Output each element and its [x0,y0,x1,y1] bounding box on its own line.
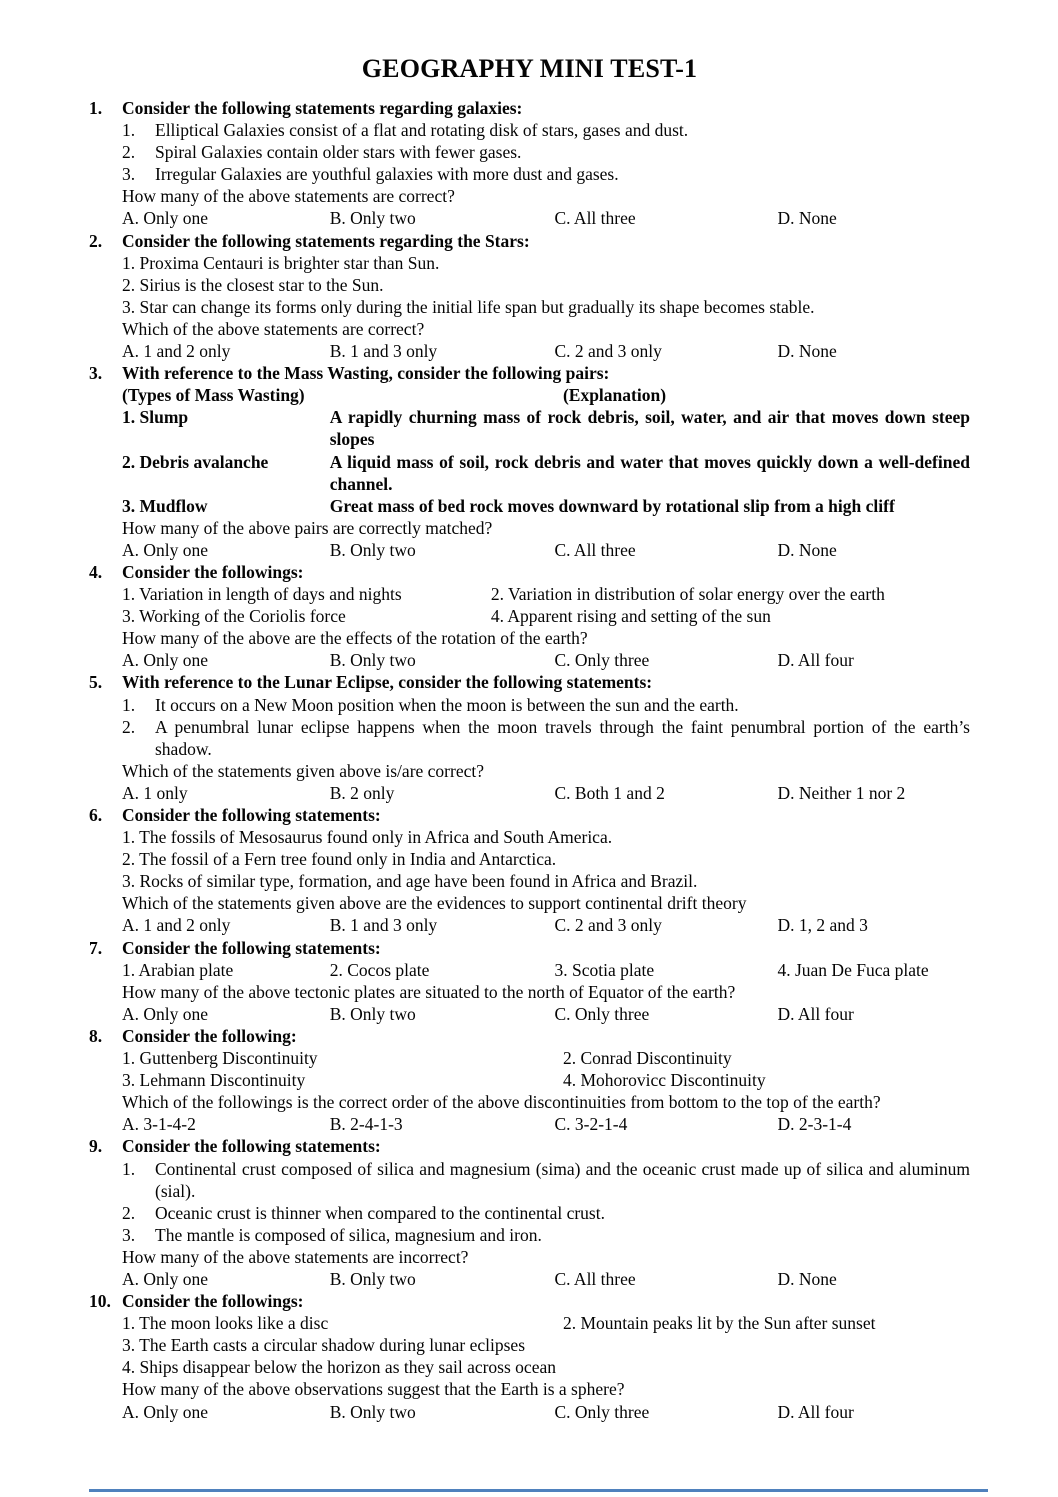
option-a: A. Only one [122,1003,209,1024]
statement [122,163,970,185]
items-row [122,605,970,627]
statement-text: It occurs on a New Moon position when the moon is between the sun and the earth. [155,694,739,715]
option-c: C. 3-2-1-4 [554,1114,628,1135]
statement-text: Oceanic crust is thinner when compared to the continental crust. [155,1202,605,1223]
option-d: D. None [777,539,837,560]
statement: 2. Sirius is the closest star to the Sun. [122,274,384,295]
options-row [122,1401,970,1423]
item: 1. Arabian plate [122,959,234,980]
option-c: C. All three [554,1268,636,1289]
statement: 3. Star can change its forms only during the initial life span but gradually its shape becomes stable. [122,296,815,317]
question-body [122,937,970,1025]
option-b: B. Only two [329,539,416,560]
statement [122,141,970,163]
option-d: D. 1, 2 and 3 [777,915,868,936]
question-number: 9. [89,1136,103,1157]
item: 1. The moon looks like a disc [122,1313,329,1334]
option-a: A. Only one [122,1268,209,1289]
question-7 [89,937,970,1025]
option-c: C. All three [554,539,636,560]
statement [122,694,970,716]
option-b: B. Only two [329,650,416,671]
question-body [122,1290,970,1423]
option-a: A. 1 and 2 only [122,915,231,936]
question-heading: With reference to the Mass Wasting, consider the following pairs: [122,363,610,384]
item: 3. Lehmann Discontinuity [122,1070,306,1091]
pairs-header-right: (Explanation) [562,385,667,406]
item: 1. Variation in length of days and nights [122,584,402,605]
question-body [122,671,970,804]
page-title: GEOGRAPHY MINI TEST-1 [361,54,698,83]
question-prompt: How many of the above observations suggest that the Earth is a sphere? [122,1379,625,1400]
statement [122,1224,970,1246]
question-number: 2. [89,230,103,251]
statement: 2. The fossil of a Fern tree found only in India and Antarctica. [122,849,557,870]
question-body [122,230,970,363]
question-2 [89,230,970,363]
question-prompt: Which of the statements given above is/are correct? [122,760,484,781]
question-number: 1. [89,98,103,118]
question-5 [89,671,970,804]
question-heading: Consider the following statements: [122,937,381,958]
pair-label: 3. Mudflow [122,495,208,516]
statement: 1. Proxima Centauri is brighter star than Sun. [122,252,440,273]
question-prompt: Which of the followings is the correct order of the above discontinuities from bottom to the top of the earth? [122,1092,881,1113]
option-c: C. Both 1 and 2 [554,782,665,803]
option-d: D. All four [777,1401,854,1422]
items-row [122,1069,970,1091]
options-row [122,914,970,936]
statement [122,1158,970,1202]
option-c: C. 2 and 3 only [554,915,662,936]
question-prompt: Which of the above statements are correct? [122,318,425,339]
question-3 [89,362,970,561]
item: 2. Cocos plate [329,959,430,980]
item: 2. Variation in distribution of solar energy over the earth [490,584,885,605]
option-a: A. 3-1-4-2 [122,1114,196,1135]
statement: 4. Ships disappear below the horizon as they sail across ocean [122,1357,556,1378]
question-heading: With reference to the Lunar Eclipse, consider the following statements: [122,672,653,693]
option-d: D. None [777,341,837,362]
option-a: A. 1 only [122,782,188,803]
question-heading: Consider the following: [122,1025,297,1046]
question-heading: Consider the following statements: [122,1136,381,1157]
items-row [122,1312,970,1334]
question-4 [89,561,970,671]
pair-row [122,495,970,517]
item: 2. Mountain peaks lit by the Sun after sunset [562,1313,876,1334]
options-row [122,1003,970,1025]
question-heading: Consider the following statements regarding galaxies: [122,98,523,118]
question-prompt: How many of the above pairs are correctly matched? [122,517,493,538]
question-body [122,561,970,671]
page-bottom-rule [89,1489,988,1492]
option-d: D. None [777,1268,837,1289]
statement [122,119,970,141]
option-b: B. Only two [329,208,416,229]
statement-text: Continental crust composed of silica and magnesium (sima) and the oceanic crust made up of silica and aluminum (sial). [155,1158,970,1201]
option-b: B. Only two [329,1268,416,1289]
question-body [122,804,970,937]
items-row [122,1047,970,1069]
item: 4. Juan De Fuca plate [777,959,929,980]
statement-number: 1. [122,694,136,715]
pair-text: Great mass of bed rock moves downward by rotational slip from a high cliff [329,495,895,516]
statement-number: 1. [122,1158,136,1179]
pair-text: A liquid mass of soil, rock debris and water that moves quickly down a well-defined channel. [329,451,970,494]
options-row [122,340,970,362]
option-a: A. 1 and 2 only [122,341,231,362]
statement-text: The mantle is composed of silica, magnesium and iron. [155,1224,542,1245]
question-1 [89,97,970,230]
option-a: A. Only one [122,1401,209,1422]
options-row [122,1268,970,1290]
statement [122,1202,970,1224]
option-a: A. Only one [122,650,209,671]
question-heading: Consider the following statements: [122,805,381,825]
statement-number: 1. [122,120,136,141]
question-prompt: How many of the above are the effects of the rotation of the earth? [122,628,588,649]
statement-text: A penumbral lunar eclipse happens when the moon travels through the faint penumbral portion of the earth’s shadow. [155,716,970,759]
question-prompt: How many of the above statements are correct? [122,186,455,207]
option-c: C. 2 and 3 only [554,341,662,362]
option-c: C. Only three [554,650,650,671]
statement-number: 2. [122,142,136,163]
statement-text: Spiral Galaxies contain older stars with fewer gases. [155,142,522,163]
question-8 [89,1025,970,1135]
statement-text: Elliptical Galaxies consist of a flat and rotating disk of stars, gases and dust. [155,120,689,141]
pairs-header-left: (Types of Mass Wasting) [122,385,305,406]
question-heading: Consider the followings: [122,561,304,582]
option-d: D. All four [777,650,854,671]
question-prompt: How many of the above statements are incorrect? [122,1246,469,1267]
pair-row [122,406,970,450]
pair-label: 2. Debris avalanche [122,451,269,472]
item: 4. Apparent rising and setting of the sun [490,606,771,627]
pair-label: 1. Slump [122,407,189,428]
option-d: D. None [777,208,837,229]
pair-row [122,451,970,495]
item: 3. Scotia plate [554,959,655,980]
question-body [122,1025,970,1135]
statement-number: 3. [122,1224,136,1245]
question-number: 6. [89,805,103,825]
option-c: C. Only three [554,1401,650,1422]
option-b: B. Only two [329,1003,416,1024]
question-heading: Consider the following statements regarding the Stars: [122,230,530,251]
question-number: 7. [89,937,103,958]
option-b: B. 2 only [329,782,395,803]
statement-number: 2. [122,716,136,737]
question-number: 5. [89,672,103,693]
option-b: B. Only two [329,1401,416,1422]
statement [122,716,970,760]
item: 4. Mohorovicc Discontinuity [562,1070,766,1091]
option-a: A. Only one [122,539,209,560]
question-body [122,97,970,230]
option-b: B. 1 and 3 only [329,341,438,362]
option-b: B. 1 and 3 only [329,915,438,936]
statement-number: 2. [122,1202,136,1223]
option-d: D. 2-3-1-4 [777,1114,852,1135]
options-row [122,1113,970,1135]
question-number: 8. [89,1025,103,1046]
pair-text: A rapidly churning mass of rock debris, soil, water, and air that moves down steep slopes [329,407,970,450]
options-row [122,539,970,561]
question-body [122,1135,970,1290]
option-c: C. All three [554,208,636,229]
question-9 [89,1135,970,1290]
statement-number: 3. [122,164,136,185]
option-a: A. Only one [122,208,209,229]
options-row [122,782,970,804]
option-d: D. All four [777,1003,854,1024]
statement: 3. The Earth casts a circular shadow during lunar eclipses [122,1335,526,1356]
question-prompt: Which of the statements given above are the evidences to support continental drift theory [122,893,747,914]
question-number: 10. [89,1291,111,1312]
question-10 [89,1290,970,1423]
statement: 1. The fossils of Mesosaurus found only in Africa and South America. [122,827,613,848]
items-row [122,959,970,981]
question-number: 3. [89,363,103,384]
pairs-header [122,384,970,406]
question-heading: Consider the followings: [122,1291,304,1312]
option-c: C. Only three [554,1003,650,1024]
item: 2. Conrad Discontinuity [562,1048,732,1069]
statement: 3. Rocks of similar type, formation, and age have been found in Africa and Brazil. [122,871,698,892]
item: 3. Working of the Coriolis force [122,606,346,627]
option-b: B. 2-4-1-3 [329,1114,403,1135]
question-prompt: How many of the above tectonic plates are situated to the north of Equator of the earth? [122,981,736,1002]
options-row [122,649,970,671]
options-row [122,207,970,229]
question-6 [89,804,970,937]
item: 1. Guttenberg Discontinuity [122,1048,318,1069]
option-d: D. Neither 1 nor 2 [777,782,906,803]
question-number: 4. [89,561,103,582]
items-row [122,583,970,605]
statement-text: Irregular Galaxies are youthful galaxies with more dust and gases. [155,164,619,185]
question-body [122,362,970,561]
